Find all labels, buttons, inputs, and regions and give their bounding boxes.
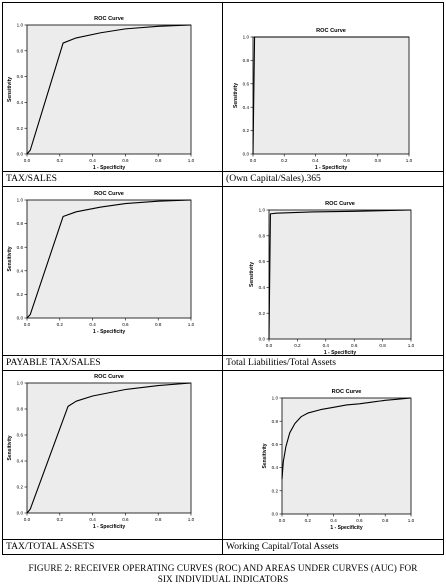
chart-title: ROC Curve [331, 389, 362, 395]
x-tick-label: 0.2 [294, 343, 301, 348]
x-tick-label: 0.6 [122, 322, 129, 327]
roc-chart-1 [3, 3, 223, 171]
chart-title: ROC Curve [94, 191, 124, 197]
x-tick-label: 1.0 [187, 322, 195, 327]
x-axis-label: 1 - Specificity [92, 329, 126, 335]
x-tick-label: 0.4 [89, 322, 96, 327]
plot-area [269, 210, 411, 339]
y-axis-label: Sensitivity [7, 76, 13, 103]
x-axis-label: 1 - Specificity [92, 524, 126, 530]
y-axis-label: Sensitivity [233, 82, 239, 109]
plot-area [27, 200, 191, 318]
x-axis-label: 1 - Specificity [92, 165, 126, 171]
x-axis-label: 1 - Specificity [330, 525, 363, 531]
plot-area [282, 398, 411, 514]
x-tick-label: 0.4 [330, 518, 337, 523]
x-tick-label: 0.0 [23, 322, 31, 327]
chart-title: ROC Curve [316, 28, 346, 34]
x-tick-label: 0.0 [278, 518, 286, 523]
y-tick-label: 0.4 [16, 100, 23, 105]
y-tick-label: 0.0 [258, 336, 265, 342]
chart-cell-6 [223, 371, 444, 540]
x-tick-label: 0.0 [249, 158, 257, 163]
chart-cell-2 [223, 3, 444, 172]
chart-title: ROC Curve [94, 374, 124, 380]
y-tick-label: 0.8 [16, 48, 23, 54]
caption-line-1: FIGURE 2: RECEIVER OPERATING CURVES (ROC) AND AREAS UNDER CURVES (AUC) FOR [28, 563, 418, 573]
roc-chart-2 [223, 3, 444, 171]
chart-title: ROC Curve [94, 16, 124, 22]
y-axis-label: Sensitivity [262, 443, 268, 469]
y-tick-label: 1.0 [258, 207, 265, 213]
x-tick-label: 0.0 [23, 517, 31, 522]
x-tick-label: 0.8 [382, 518, 389, 523]
y-tick-label: 0.8 [242, 58, 249, 63]
x-tick-label: 0.4 [322, 343, 329, 348]
x-tick-label: 0.6 [356, 518, 363, 523]
roc-chart-4 [223, 187, 444, 355]
y-tick-label: 0.0 [16, 151, 23, 157]
y-axis-label: Sensitivity [7, 246, 13, 272]
x-tick-label: 0.6 [122, 517, 129, 522]
y-tick-label: 0.8 [258, 233, 265, 239]
y-tick-label: 0.0 [271, 511, 278, 517]
y-tick-label: 0.2 [258, 310, 265, 316]
chart-cell-1 [3, 3, 223, 172]
roc-chart-6 [223, 371, 444, 539]
indicator-label-6: Working Capital/Total Assets [223, 540, 444, 555]
x-tick-label: 0.2 [56, 158, 63, 163]
x-tick-label: 0.8 [155, 158, 162, 163]
roc-chart-5 [3, 371, 223, 539]
y-tick-label: 1.0 [271, 395, 278, 401]
x-tick-label: 0.8 [155, 517, 162, 522]
y-tick-label: 0.6 [16, 74, 23, 80]
indicator-label-2: (Own Capital/Sales).365 [223, 172, 444, 187]
chart-cell-4 [223, 187, 444, 356]
y-tick-label: 0.6 [242, 81, 249, 87]
x-tick-label: 0.6 [351, 343, 358, 348]
y-tick-label: 0.6 [271, 442, 278, 447]
y-tick-label: 0.4 [16, 268, 23, 274]
y-tick-label: 0.2 [16, 125, 23, 131]
chart-cell-3 [3, 187, 223, 356]
x-tick-label: 0.4 [89, 517, 96, 522]
y-tick-label: 0.0 [16, 315, 23, 321]
y-tick-label: 0.4 [16, 458, 23, 464]
y-tick-label: 1.0 [242, 34, 249, 40]
y-tick-label: 0.8 [16, 221, 23, 227]
x-tick-label: 1.0 [407, 343, 415, 348]
x-tick-label: 0.2 [56, 517, 63, 522]
y-tick-label: 1.0 [16, 197, 23, 203]
roc-chart-3 [3, 187, 223, 355]
x-tick-label: 1.0 [407, 518, 415, 523]
x-tick-label: 0.6 [343, 158, 350, 163]
x-tick-label: 0.8 [155, 322, 162, 327]
x-tick-label: 0.2 [56, 322, 63, 327]
indicator-label-5: TAX/TOTAL ASSETS [3, 540, 223, 555]
y-tick-label: 0.2 [271, 488, 278, 494]
x-tick-label: 0.8 [374, 158, 381, 163]
y-tick-label: 0.4 [258, 285, 265, 290]
x-tick-label: 1.0 [405, 158, 413, 163]
x-axis-label: 1 - Specificity [314, 165, 348, 171]
y-tick-label: 0.2 [16, 292, 23, 297]
y-tick-label: 1.0 [16, 22, 23, 28]
y-tick-label: 0.8 [16, 406, 23, 412]
plot-area [27, 383, 191, 513]
y-tick-label: 0.2 [242, 128, 249, 134]
chart-title: ROC Curve [325, 201, 355, 207]
x-tick-label: 0.6 [122, 158, 129, 163]
caption-line-2: SIX INDIVIDUAL INDICATORS [157, 574, 289, 584]
x-tick-label: 0.4 [89, 158, 96, 163]
x-axis-label: 1 - Specificity [323, 350, 357, 355]
x-tick-label: 0.2 [304, 518, 311, 523]
x-tick-label: 0.8 [379, 343, 386, 348]
indicator-label-1: TAX/SALES [3, 172, 223, 187]
y-axis-label: Sensitivity [7, 435, 13, 461]
chart-cell-5 [3, 371, 223, 540]
x-tick-label: 0.4 [312, 158, 319, 163]
y-tick-label: 0.4 [242, 104, 249, 110]
x-tick-label: 1.0 [187, 158, 195, 163]
y-tick-label: 0.6 [258, 259, 265, 265]
y-tick-label: 0.0 [242, 151, 249, 157]
x-tick-label: 0.2 [281, 158, 288, 163]
y-tick-label: 0.6 [16, 432, 23, 438]
plot-area [253, 37, 409, 154]
y-tick-label: 1.0 [16, 380, 23, 386]
y-tick-label: 0.0 [16, 510, 23, 516]
y-tick-label: 0.8 [271, 418, 278, 424]
indicator-label-4: Total Liabilities/Total Assets [223, 356, 444, 371]
y-tick-label: 0.6 [16, 244, 23, 250]
indicator-label-3: PAYABLE TAX/SALES [3, 356, 223, 371]
y-tick-label: 0.4 [271, 465, 278, 471]
x-tick-label: 1.0 [187, 517, 195, 522]
figure-table [2, 2, 444, 555]
y-axis-label: Sensitivity [249, 261, 255, 288]
plot-area [27, 25, 191, 154]
x-tick-label: 0.0 [265, 343, 273, 348]
y-tick-label: 0.2 [16, 484, 23, 490]
x-tick-label: 0.0 [23, 158, 31, 163]
